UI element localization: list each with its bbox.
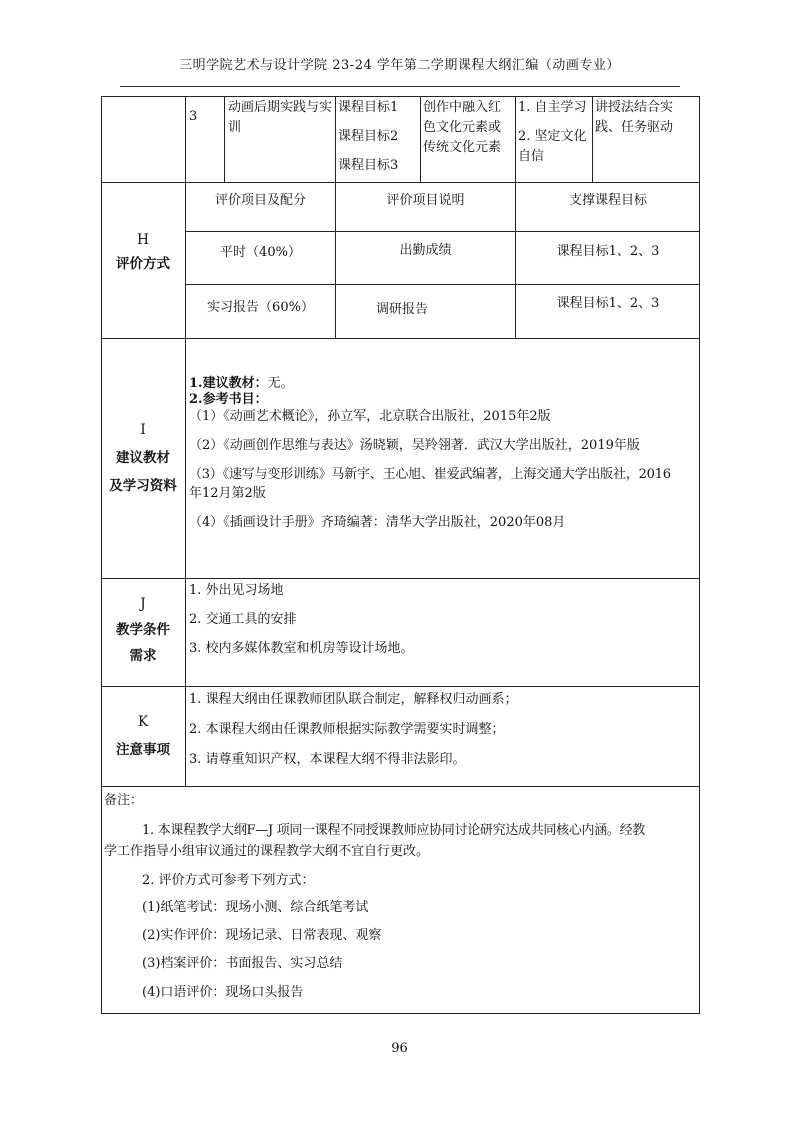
- notice-item: 1. 课程大纲由任课教师团队联合制定，解释权归动画系；: [189, 692, 518, 707]
- eval-cell: 实习报告（60%）: [207, 300, 314, 315]
- eval-cell: 课程目标1、2、3: [556, 244, 660, 259]
- sectionH-letter: H: [137, 232, 149, 248]
- sectionK-label: [101, 710, 185, 762]
- row3-ideology: 创作中融入红色文化元素或传统文化元素: [423, 100, 502, 155]
- row-line: [185, 284, 700, 285]
- eval-cell: 平时（40%）: [220, 245, 301, 260]
- row3-outcome: 2. 坚定文化自信: [518, 129, 587, 164]
- sectionI-title-line2: 及学习资料: [109, 478, 177, 494]
- eval-cell: 调研报告: [376, 302, 429, 317]
- sectionI-title-line1: 建议教材: [116, 450, 170, 466]
- condition-item: 3. 校内多媒体教室和机房等设计场地。: [189, 641, 414, 656]
- condition-item: 1. 外出见习场地: [189, 583, 284, 598]
- condition-item: 2. 交通工具的安排: [189, 612, 297, 627]
- notes-label: 备注：: [104, 793, 144, 808]
- sectionK-title: 注意事项: [116, 742, 170, 758]
- row3-goal: 课程目标2: [338, 129, 399, 144]
- row-line: [101, 686, 700, 687]
- sectionJ-title-line1: 教学条件: [116, 622, 170, 638]
- row3-outcome: 1. 自主学习: [518, 100, 587, 115]
- sectionJ-letter: J: [140, 596, 146, 612]
- col-line: [420, 96, 421, 183]
- row-line: [101, 786, 700, 787]
- row3-method: 讲授法结合实践、任务驱动: [595, 100, 674, 135]
- notes-item: (3)档案评价：书面报告、实习总结: [142, 956, 343, 971]
- notes-item: (1)纸笔考试：现场小测、综合纸笔考试: [142, 900, 369, 915]
- row-line: [101, 578, 700, 579]
- textbook-label: 1.建议教材：: [189, 376, 268, 391]
- sectionJ-label: [101, 592, 185, 668]
- header-rule: [120, 86, 680, 87]
- notes-paragraph: 2. 评价方式可参考下列方式：: [142, 873, 315, 888]
- row3-goal: 课程目标3: [338, 158, 399, 173]
- row3-goal: 课程目标1: [338, 100, 399, 115]
- eval-cell: 出勤成绩: [399, 243, 452, 258]
- notice-item: 3. 请尊重知识产权，本课程大纲不得非法影印。: [189, 752, 466, 767]
- eval-header: 评价项目及配分: [214, 193, 306, 208]
- textbook-value: 无。: [267, 376, 294, 391]
- col-line: [335, 96, 336, 339]
- col-line: [224, 96, 225, 183]
- refs-label: 2.参考书目：: [189, 392, 268, 407]
- notes-item: (2)实作评价：现场记录、日常表现、观察: [142, 928, 382, 943]
- eval-header: 支撑课程目标: [568, 193, 647, 208]
- notice-item: 2. 本课程大纲由任课教师根据实际教学需要实时调整；: [189, 722, 505, 737]
- ref-item: （4）《插画设计手册》齐琦编著：清华大学出版社，2020年08月: [189, 515, 566, 530]
- ref-item: （2）《动画创作思维与表达》汤晓颖，吴羚翎著．武汉大学出版社，2019年版: [189, 438, 640, 453]
- eval-header: 评价项目说明: [386, 193, 465, 208]
- eval-cell: 课程目标1、2、3: [556, 296, 660, 311]
- notes-paragraph: 学工作指导小组审议通过的课程教学大纲不宜自行更改。: [104, 844, 430, 859]
- sectionJ-title-line2: 需求: [129, 648, 157, 664]
- sectionH-title: 评价方式: [116, 256, 170, 272]
- row-line: [185, 231, 700, 232]
- notes-paragraph: 1. 本课程教学大纲F—J 项同一课程不同授课教师应协同讨论研究达成共同核心内涵。经教: [142, 823, 646, 838]
- row-line: [101, 338, 700, 339]
- ref-item: 年12月第2版: [189, 486, 266, 501]
- col-line: [185, 686, 186, 786]
- col-line: [592, 96, 593, 183]
- row3-num: 3: [189, 109, 198, 124]
- notes-item: (4)口语评价：现场口头报告: [142, 985, 304, 1000]
- col-line: [185, 96, 186, 693]
- row3-content: 动画后期实践与实训: [228, 100, 333, 135]
- sectionK-letter: K: [137, 714, 149, 730]
- sectionI-label: [101, 418, 185, 498]
- sectionI-letter: I: [140, 422, 146, 438]
- ref-item: （1）《动画艺术概论》，孙立军，北京联合出版社，2015年2版: [189, 409, 551, 424]
- row3-divider-bottom: [101, 182, 700, 183]
- sectionH-label: [101, 228, 185, 276]
- page-header: 三明学院艺术与设计学院 23-24 学年第二学期课程大纲汇编（动画专业）: [179, 58, 620, 73]
- page-number: 96: [391, 1041, 408, 1056]
- ref-item: （3）《速写与变形训练》马新宇、王心旭、崔爱武编著，上海交通大学出版社，2016: [189, 467, 671, 482]
